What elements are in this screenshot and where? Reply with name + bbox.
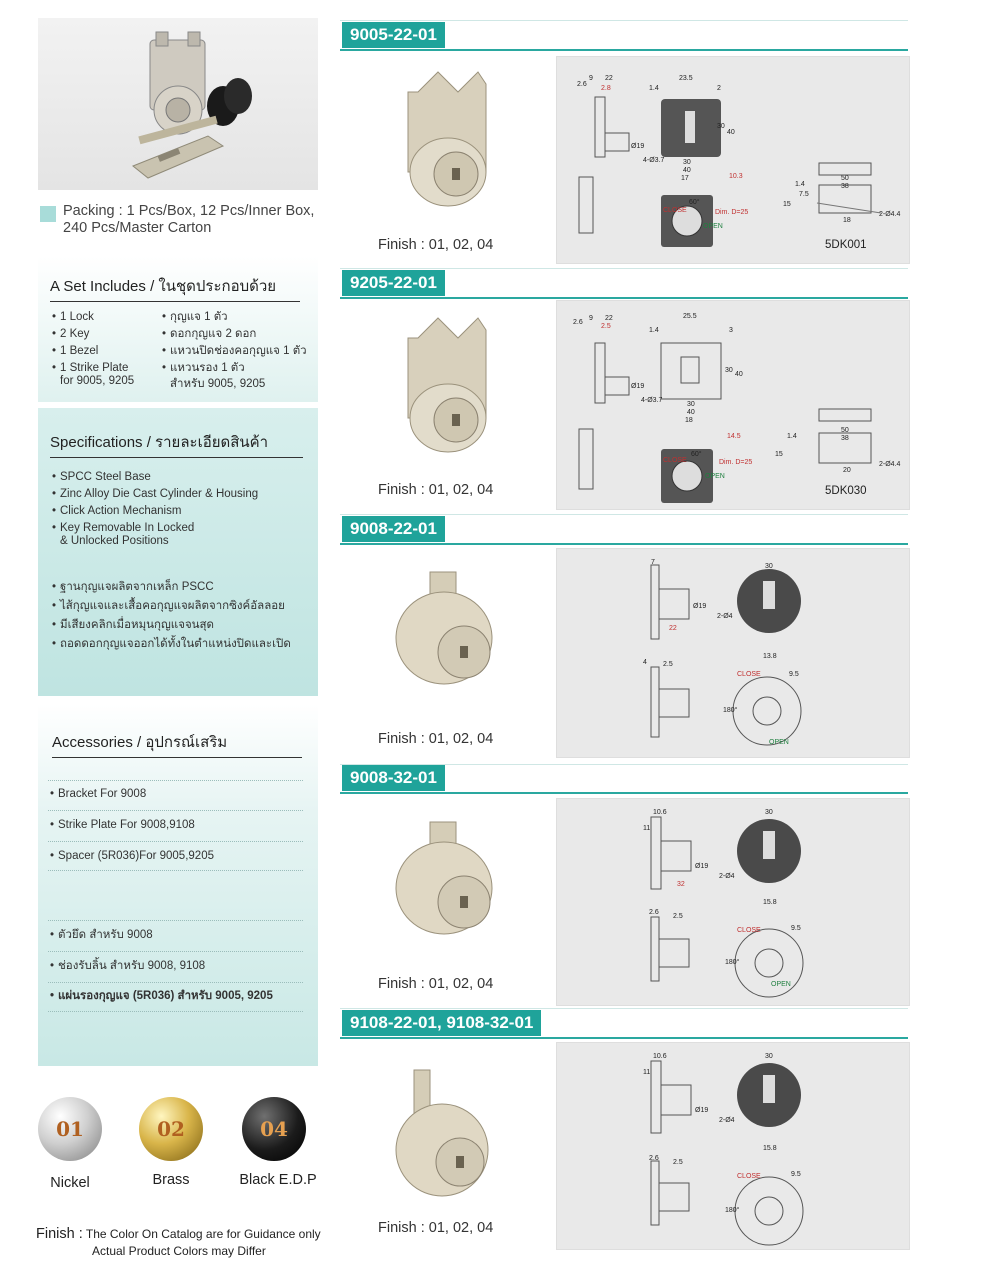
dim-label: 180°: [725, 959, 740, 966]
dim-label: Ø19: [695, 1107, 709, 1114]
dim-label: Ø19: [695, 863, 709, 870]
dim-label: 60°: [689, 199, 700, 206]
dim-label: 1.4: [795, 181, 805, 188]
dim-label-close: CLOSE: [663, 457, 687, 464]
spec-item-th: • มีเสียงคลิกเมื่อหมุนกุญแจจนสุด: [60, 618, 214, 632]
model-tag: 9005-22-01: [342, 22, 445, 48]
divider: [48, 810, 303, 811]
dim-label: 4: [643, 659, 647, 666]
dim-label: 22: [605, 75, 613, 82]
strike-plate-code: 5DK030: [825, 485, 867, 497]
packing-bullet: [40, 206, 56, 222]
finish-disclaimer-line1: The Color On Catalog are for Guidance only: [85, 1227, 321, 1241]
dim-label: 2-Ø4: [717, 613, 733, 620]
dim-label: 25.5: [683, 313, 697, 320]
set-includes-item: • 1 Strike Plate: [60, 361, 128, 375]
dim-label: 11: [643, 1069, 651, 1076]
dim-label: 180°: [723, 707, 738, 714]
packing-info: Packing : 1 Pcs/Box, 12 Pcs/Inner Box, 240 Pcs/Master Carton: [63, 203, 315, 236]
dim-label: 14.5: [727, 433, 741, 440]
dim-label: 2.6: [649, 909, 659, 916]
header-rule: [340, 1037, 908, 1039]
dim-label: 30: [683, 159, 691, 166]
spec-item-th: • ถอดดอกกุญแจออกได้ทั้งในตำแหน่งปิดและเปิด: [60, 637, 291, 651]
dim-label: Ø19: [631, 383, 645, 390]
dim-label-close: CLOSE: [737, 1173, 761, 1180]
strike-plate-code: 5DK001: [825, 239, 867, 251]
dim-label: 18: [685, 417, 693, 424]
header-rule: [340, 20, 908, 21]
dim-label: Ø19: [631, 143, 645, 150]
dim-label: 10.3: [729, 173, 743, 180]
model-tag: 9108-22-01, 9108-32-01: [342, 1010, 541, 1036]
product-photo: [38, 18, 318, 190]
dim-label: 1.4: [649, 327, 659, 334]
dim-label: 2.8: [601, 85, 611, 92]
accessory-item: • Strike Plate For 9008,9108: [58, 818, 195, 832]
header-rule: [340, 792, 908, 794]
dim-label: 2.5: [673, 1159, 683, 1166]
dim-label: 22: [605, 315, 613, 322]
dim-label: 2.5: [663, 661, 673, 668]
product-image-9008-32: [384, 816, 514, 956]
product-image-9008-22: [384, 566, 514, 706]
dim-label: 9: [589, 75, 593, 82]
header-rule: [340, 268, 908, 269]
finish-swatch-black: 04: [242, 1097, 306, 1161]
specifications-panel: [38, 408, 318, 696]
dim-label: 1.4: [649, 85, 659, 92]
product-finish: Finish : 01, 02, 04: [378, 1220, 494, 1236]
dim-label: 15.8: [763, 1145, 777, 1152]
product-finish: Finish : 01, 02, 04: [378, 731, 494, 747]
dim-label-open: OPEN: [705, 473, 725, 480]
model-tag: 9008-22-01: [342, 516, 445, 542]
set-includes-item: • 1 Lock: [60, 310, 94, 324]
dim-label: 2.6: [573, 319, 583, 326]
dim-label: Dim. D=25: [715, 209, 749, 216]
dim-label: 13.8: [763, 653, 777, 660]
dim-label: 30: [765, 1053, 773, 1060]
header-rule: [340, 1008, 908, 1009]
set-includes-item-th: • ดอกกุญแจ 2 ดอก: [170, 327, 256, 341]
dim-label: 23.5: [679, 75, 693, 82]
dim-label: 2-Ø4: [719, 1117, 735, 1124]
set-includes-item-th: • แหวนรอง 1 ตัว: [170, 361, 245, 375]
dim-label: 30: [765, 809, 773, 816]
technical-drawing-9008-22: [556, 548, 910, 758]
product-finish: Finish : 01, 02, 04: [378, 482, 494, 498]
set-includes-item: • 2 Key: [60, 327, 89, 341]
dim-label: 40: [683, 167, 691, 174]
dim-label-close: CLOSE: [663, 207, 687, 214]
set-includes-item-th-cont: สำหรับ 9005, 9205: [170, 378, 266, 390]
header-rule: [340, 49, 908, 51]
dim-label: 1.4: [787, 433, 797, 440]
finish-name: Nickel: [50, 1175, 90, 1191]
spec-item: • Zinc Alloy Die Cast Cylinder & Housing: [60, 487, 258, 501]
divider: [48, 982, 303, 983]
dim-label: 9.5: [789, 671, 799, 678]
finish-name: Black E.D.P: [239, 1172, 317, 1188]
dim-label-close: CLOSE: [737, 671, 761, 678]
dim-label: 10.6: [653, 809, 667, 816]
spec-item: • Click Action Mechanism: [60, 504, 181, 518]
dim-label: 20: [843, 467, 851, 474]
spec-item-cont: & Unlocked Positions: [60, 535, 169, 547]
model-tag: 9205-22-01: [342, 270, 445, 296]
finish-name: Brass: [152, 1172, 190, 1188]
dim-label: 30: [765, 563, 773, 570]
set-includes-item-th: • กุญแจ 1 ตัว: [170, 310, 228, 324]
accessory-item-th: • ช่องรับลิ้น สำหรับ 9008, 9108: [58, 959, 205, 973]
product-image-9005: [378, 62, 518, 222]
dim-label: 10.6: [653, 1053, 667, 1060]
divider: [48, 870, 303, 871]
technical-drawing-9005: [556, 56, 910, 264]
dim-label: 9: [589, 315, 593, 322]
set-includes-item-cont: for 9005, 9205: [60, 375, 135, 387]
dim-label: 40: [735, 371, 743, 378]
dim-label: 60°: [691, 451, 702, 458]
dim-label: 40: [687, 409, 695, 416]
dim-label: 2.5: [673, 913, 683, 920]
divider: [48, 920, 303, 921]
dim-label: 9.5: [791, 1171, 801, 1178]
divider: [48, 841, 303, 842]
set-includes-item-th: • แหวนปิดช่องคอกุญแจ 1 ตัว: [170, 344, 307, 358]
dim-label: 180°: [725, 1207, 740, 1214]
dim-label: 38: [841, 435, 849, 442]
dim-label: 32: [677, 881, 685, 888]
dim-label: 22: [669, 625, 677, 632]
dim-label: 30: [717, 123, 725, 130]
divider: [48, 1011, 303, 1012]
product-finish: Finish : 01, 02, 04: [378, 976, 494, 992]
dim-label: 3: [729, 327, 733, 334]
header-rule: [340, 297, 908, 299]
specifications-title: Specifications / รายละเอียดสินค้า: [50, 430, 303, 458]
dim-label-close: CLOSE: [737, 927, 761, 934]
dim-label: 40: [727, 129, 735, 136]
dim-label: 4-Ø3.7: [641, 397, 663, 404]
dim-label: 11: [643, 825, 651, 832]
product-image-9108: [384, 1066, 514, 1206]
dim-label: Dim. D=25: [719, 459, 753, 466]
dim-label: 15.8: [763, 899, 777, 906]
dim-label: 18: [843, 217, 851, 224]
dim-label: 50: [841, 175, 849, 182]
dim-label: 30: [687, 401, 695, 408]
finish-swatch-brass: 02: [139, 1097, 203, 1161]
dim-label: 2-Ø4.4: [879, 211, 901, 218]
technical-drawing-9205: [556, 300, 910, 510]
model-tag: 9008-32-01: [342, 765, 445, 791]
dim-label: 7: [651, 559, 655, 566]
set-includes-title: A Set Includes / ในชุดประกอบด้วย: [50, 274, 300, 302]
finish-disclaimer-label: Finish :: [36, 1226, 83, 1242]
divider: [48, 951, 303, 952]
dim-label: 7.5: [799, 191, 809, 198]
dim-label: 4-Ø3.7: [643, 157, 665, 164]
header-rule: [340, 514, 908, 515]
finish-disclaimer-line2: Actual Product Colors may Differ: [92, 1244, 266, 1258]
dim-label: 15: [783, 201, 791, 208]
product-finish: Finish : 01, 02, 04: [378, 237, 494, 253]
accessory-item: • Bracket For 9008: [58, 787, 146, 801]
dim-label: 30: [725, 367, 733, 374]
finish-disclaimer: [36, 1226, 321, 1260]
spec-item-th: • ฐานกุญแจผลิตจากเหล็ก PSCC: [60, 580, 214, 594]
dim-label-open: OPEN: [703, 223, 723, 230]
dim-label: 38: [841, 183, 849, 190]
dim-label: 17: [681, 175, 689, 182]
dim-label: 2-Ø4: [719, 873, 735, 880]
dim-label: 15: [775, 451, 783, 458]
accessories-title: Accessories / อุปกรณ์เสริม: [52, 730, 302, 758]
header-rule: [340, 543, 908, 545]
dim-label: 9.5: [791, 925, 801, 932]
finish-swatch-nickel: 01: [38, 1097, 102, 1161]
dim-label: 2.6: [577, 81, 587, 88]
product-image-9205: [378, 308, 518, 468]
dim-label: Ø19: [693, 603, 707, 610]
dim-label: 2.6: [649, 1155, 659, 1162]
dim-label: 2.5: [601, 323, 611, 330]
spec-item: • SPCC Steel Base: [60, 470, 151, 484]
dim-label-open: OPEN: [769, 739, 789, 746]
accessory-item-th: • แผ่นรองกุญแจ (5R036) สำหรับ 9005, 9205: [58, 989, 273, 1003]
technical-drawing-9108: [556, 1042, 910, 1250]
spec-item: • Key Removable In Locked: [60, 521, 194, 535]
dim-label-open: OPEN: [771, 981, 791, 988]
spec-item-th: • ไส้กุญแจและเสื้อคอกุญแจผลิตจากซิงค์อัลลอย: [60, 599, 285, 613]
set-includes-panel: [38, 256, 318, 402]
dim-label: 2: [717, 85, 721, 92]
accessory-item-th: • ตัวยึด สำหรับ 9008: [58, 928, 153, 942]
divider: [48, 780, 303, 781]
accessory-item: • Spacer (5R036)For 9005,9205: [58, 849, 214, 863]
technical-drawing-9008-32: [556, 798, 910, 1006]
dim-label: 50: [841, 427, 849, 434]
set-includes-item: • 1 Bezel: [60, 344, 98, 358]
dim-label: 2-Ø4.4: [879, 461, 901, 468]
